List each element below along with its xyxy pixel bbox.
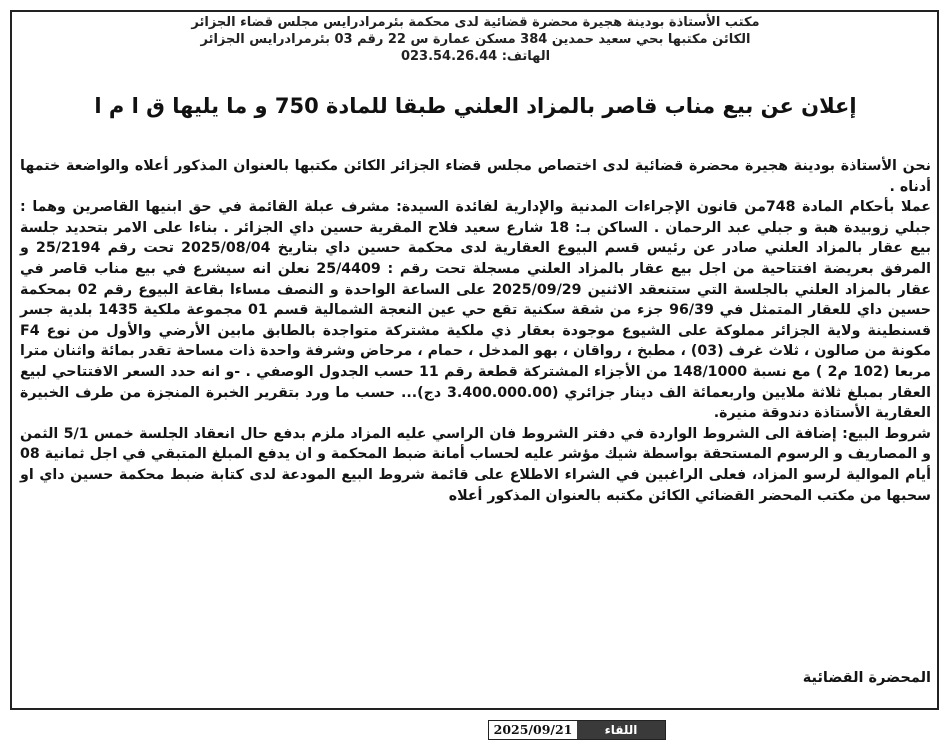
sale-details-paragraph: عملا بأحكام المادة 748من قانون الإجراءات المدنية والإدارية لفائدة السيدة: مشرف عبلة القائمة في حق ابنيها القاصرين وهما : جبلي زوبيدة هبة و جبلي عبد الرحمان . الساكن بـ: 18 شارع سعيد فلاح المقرية حسين داي الجزائر . بناءا على الامر بتحديد جلسة بيع عقار بالمزاد العلني صادر عن رئيس قسم البيوع العقارية لدى محكمة حسين داي بتاريخ 2025/08/04 تحت رقم 25/2194 و المرفق بعريضة افتتاحية من اجل بيع عقار بالمزاد العلني مسجلة تحت رقم : 25/4409 نعلن انه سيشرع في بيع مناب قاصر في عقار بالمزاد العلني بالجلسة التي ستنعقد الاثنين 2025/09/29 على الساعة الواحدة و النصف مساءا بقاعة البيوع رقم 02 بمحكمة حسين داي للعقار المتمثل في 96/39 جزء من شقة سكنية تقع حي عين النعجة الشمالية قسم 01 مجموعة ملكية 1435 بلدية جسر قسنطينة ولاية الجزائر مملوكة على الشيوع موجودة بعقار ذي ملكية مشتركة متواجدة بالطابق مابين الأرضي والأول من نوع F4 مكونة من صالون ، ثلاث غرف (03) ، مطبخ ، رواقان ، بهو المدخل ، حمام ، مرحاض وشرفة واحدة ذات مساحة تقدر بمائة واثنان مترا مربعا (102 م2 ) مع نسبة 148/1000 من الأجزاء المشتركة قطعة رقم 11 حسب الجدول الوصفي . -و انه حدد السعر الافتتاحي لبيع العقار بمبلغ ثلاثة ملايين واربعمائة الف دينار جزائري (3.400.000.00 دج)... حسب ما ورد بتقرير الخبرة المنجزة من طرف الخبيرة العقارية الأستاذة دندوقة منيرة. — [20, 199, 932, 422]
bailiff-office-header — [140, 14, 811, 65]
publication-date: 2025/09/21 — [493, 722, 573, 737]
office-phone-line: الهاتف: 023.54.26.44 — [400, 49, 551, 64]
signature-label: المحضرة القضائية — [802, 670, 931, 686]
announcement-body — [20, 156, 931, 506]
office-address-line: الكائن مكتبها بحي سعيد حمدين 384 مسكن عمارة س 22 رقم 03 بئرمرادرايس الجزائر — [200, 32, 751, 47]
publication-footer — [488, 720, 666, 740]
intro-paragraph: نحن الأستاذة بودينة هجيرة محضرة قضائية لدى اختصاص مجلس قضاء الجزائر الكائن مكتبها بالعنوان المذكور أعلاه والواضعة ختمها أدناه . — [20, 158, 931, 195]
office-name-line: مكتب الأستاذة بودينة هجيرة محضرة قضائية لدى محكمة بئرمرادرايس مجلس قضاء الجزائر — [191, 15, 760, 30]
announcement-title: إعلان عن بيع مناب قاصر بالمزاد العلني طبقا للمادة 750 و ما يليها ق ا م ا — [94, 94, 857, 118]
newspaper-name: اللقاء — [577, 721, 665, 739]
sale-conditions-paragraph: شروط البيع: إضافة الى الشروط الواردة في دفتر الشروط فان الراسي عليه المزاد ملزم بدفع حال انعقاد الجلسة خمس 5/1 الثمن و المصاريف و الرسوم المستحقة بواسطة شيك مؤشر عليه لحساب أمانة ضبط المحكمة و ان يدفع المبلغ المتبقي في اجل ثمانية 08 أيام الموالية لرسو المزاد، فعلى الراغبين في الشراء الاطلاع على قائمة شروط البيع المودعة لدى كتابة ضبط محكمة حسين داي او سحبها من مكتب المحضر القضائي الكائن مكتبه بالعنوان المذكور أعلاه — [20, 425, 932, 504]
